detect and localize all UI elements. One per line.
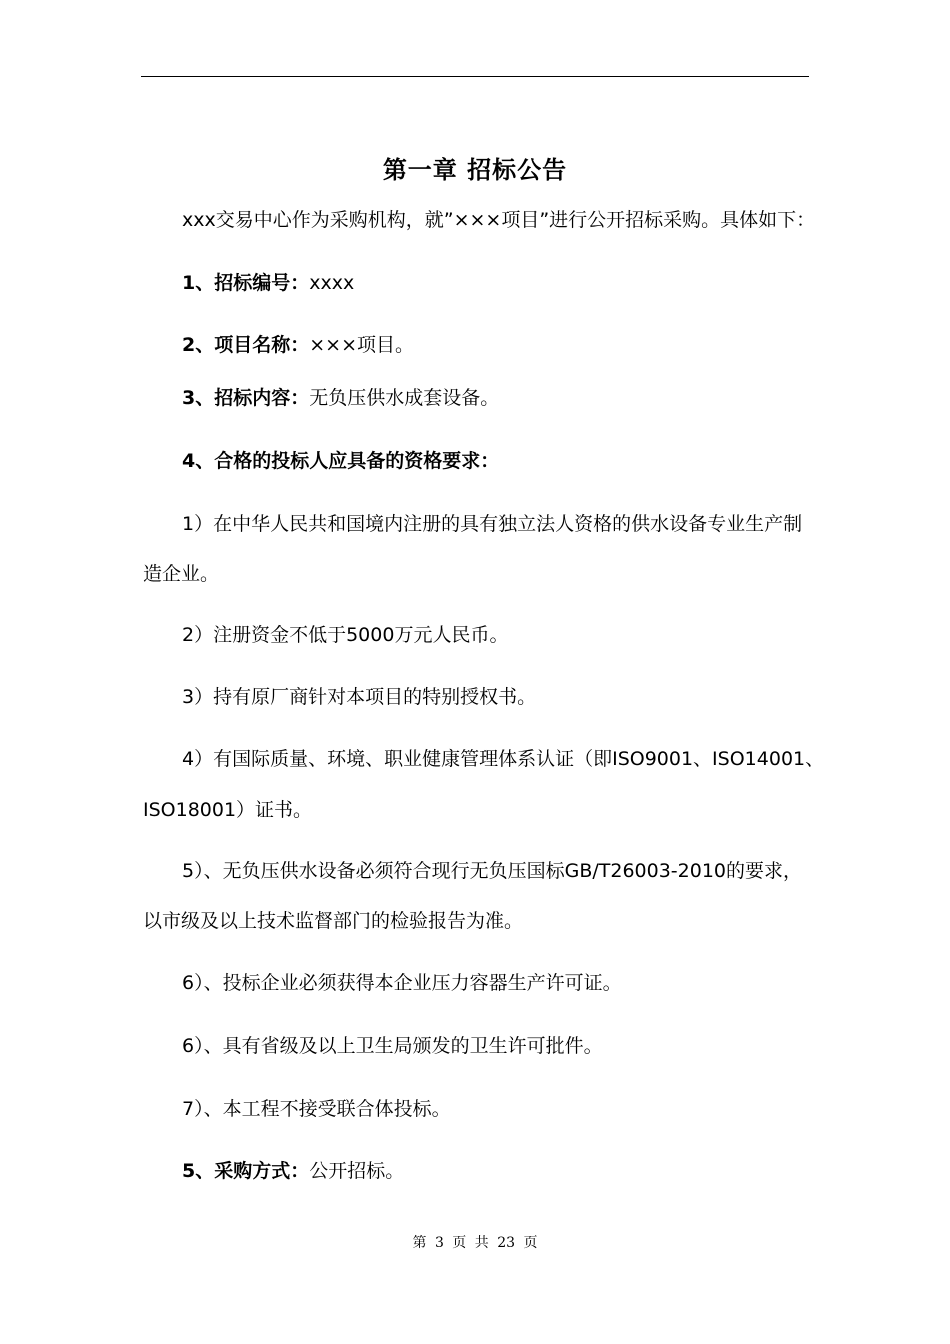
item-bid-content [182, 385, 499, 411]
requirement-6-duplicate: 6）、具有省级及以上卫生局颁发的卫生许可批件。 [182, 1035, 603, 1057]
requirement-1-line-1: 1）在中华人民共和国境内注册的具有独立法人资格的供水设备专业生产制 [182, 513, 803, 535]
page-footer: 第 3 页 共 23 页 [412, 1235, 538, 1251]
requirement-4-line-2: ISO18001）证书。 [143, 799, 313, 821]
item-bid-number [182, 270, 354, 296]
item-label: 1、招标编号： [182, 272, 310, 294]
item-value: 无负压供水成套设备。 [309, 387, 500, 409]
requirement-7: 7）、本工程不接受联合体投标。 [182, 1098, 451, 1120]
requirement-5-line-1: 5）、无负压供水设备必须符合现行无负压国标GB/T26003-2010的要求， [182, 860, 803, 882]
item-label: 2、项目名称： [182, 334, 310, 356]
item-label: 3、招标内容： [182, 387, 310, 409]
header-rule [141, 76, 809, 77]
requirement-4-line-1: 4）有国际质量、环境、职业健康管理体系认证（即ISO9001、ISO14001、 [182, 748, 825, 770]
item-procurement-method [182, 1158, 404, 1184]
requirement-5-line-2: 以市级及以上技术监督部门的检验报告为准。 [143, 910, 524, 932]
item-value: xxxx [309, 272, 355, 294]
requirement-1-line-2: 造企业。 [143, 563, 220, 585]
item-project-name [182, 332, 414, 358]
requirement-3: 3）持有原厂商针对本项目的特别授权书。 [182, 686, 537, 708]
item-value: 公开招标。 [309, 1160, 405, 1182]
requirement-2: 2）注册资金不低于5000万元人民币。 [182, 624, 509, 646]
intro-paragraph: xxx交易中心作为采购机构，就”×××项目”进行公开招标采购。具体如下： [182, 209, 816, 231]
item-label: 5、采购方式： [182, 1160, 310, 1182]
item-qualification-heading: 4、合格的投标人应具备的资格要求： [182, 450, 500, 472]
chapter-title: 第一章 招标公告 [382, 156, 568, 184]
item-value: ×××项目。 [309, 334, 414, 356]
requirement-6: 6）、投标企业必须获得本企业压力容器生产许可证。 [182, 972, 622, 994]
